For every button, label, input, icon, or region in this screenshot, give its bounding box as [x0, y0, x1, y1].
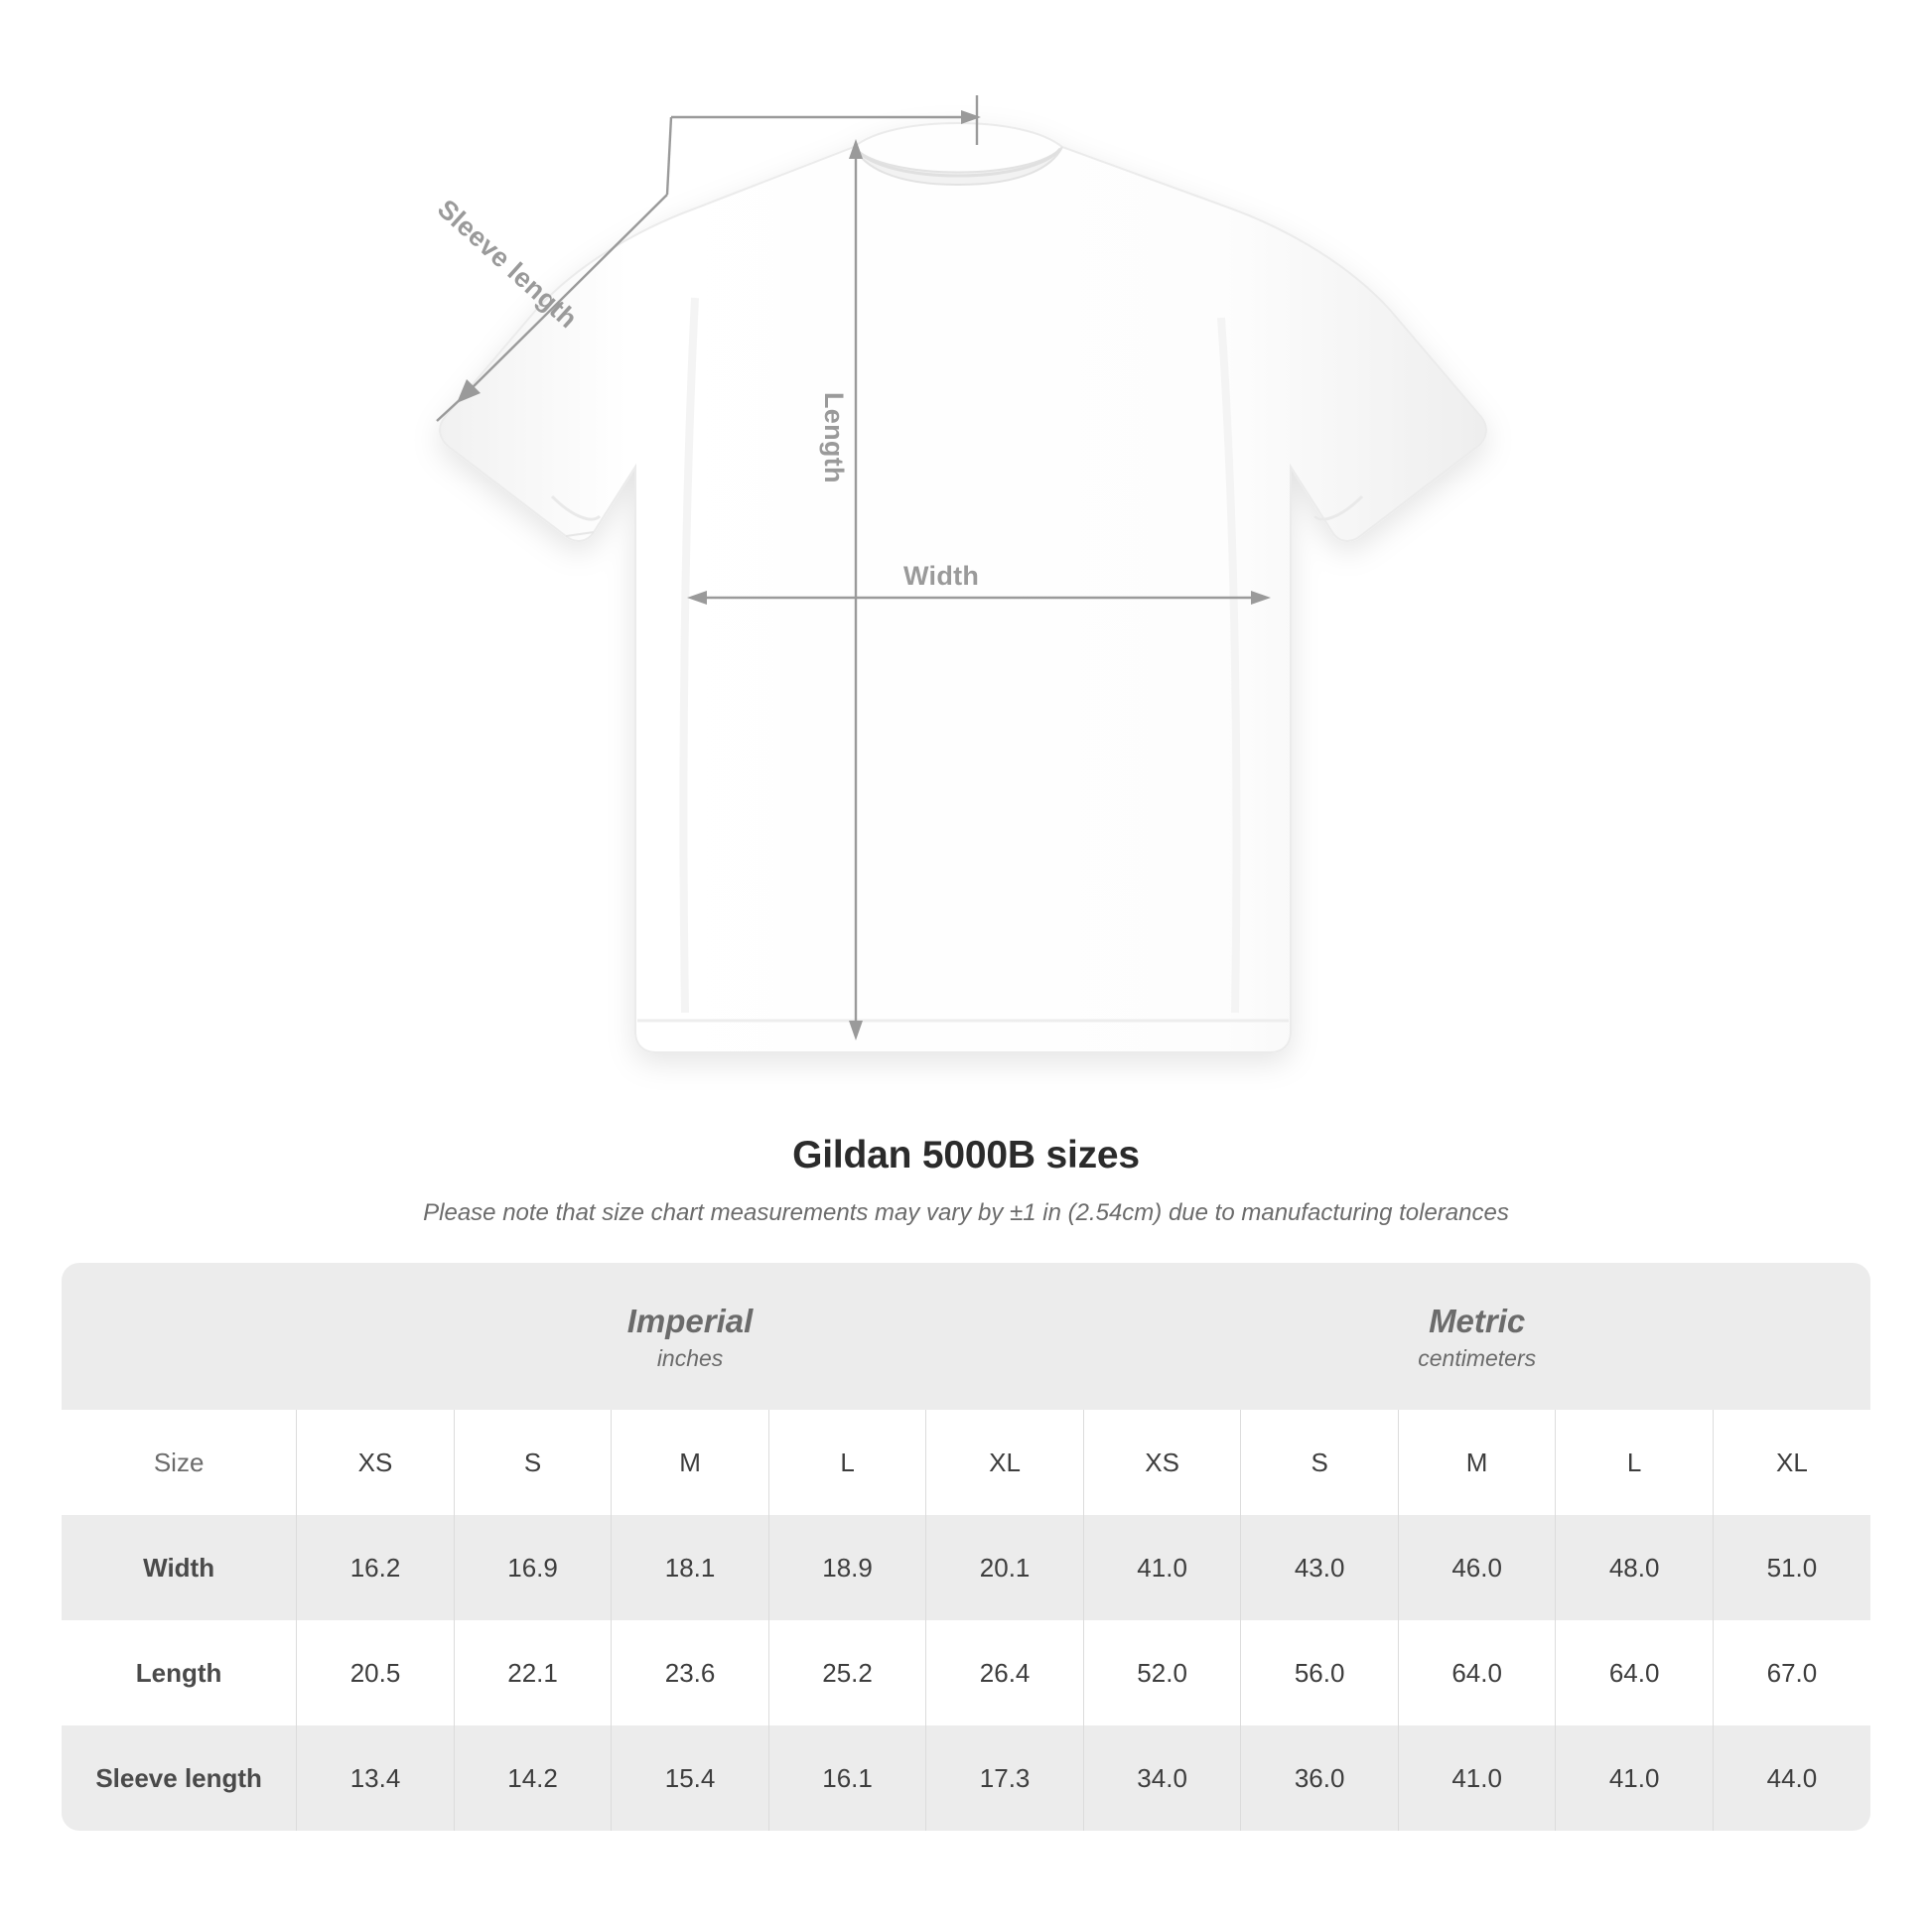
length-imperial-xl: 26.4 — [926, 1620, 1084, 1725]
length-imperial-m: 23.6 — [612, 1620, 769, 1725]
header-imperial-m: M — [612, 1410, 769, 1515]
metric-unit: centimeters — [1418, 1345, 1537, 1372]
length-metric-l: 64.0 — [1556, 1620, 1714, 1725]
length-metric-s: 56.0 — [1241, 1620, 1399, 1725]
length-imperial-xs: 20.5 — [297, 1620, 455, 1725]
unit-system-metric — [1083, 1263, 1870, 1410]
table-row — [62, 1620, 1870, 1725]
length-imperial-l: 25.2 — [768, 1620, 926, 1725]
sleeve-imperial-l: 16.1 — [768, 1725, 926, 1831]
header-metric-xs: XS — [1083, 1410, 1241, 1515]
sleeve-imperial-m: 15.4 — [612, 1725, 769, 1831]
header-metric-l: L — [1556, 1410, 1714, 1515]
imperial-label: Imperial — [626, 1302, 754, 1339]
length-dimension-label: Length — [819, 392, 849, 483]
size-header-row — [62, 1410, 1870, 1515]
width-metric-xs: 41.0 — [1083, 1515, 1241, 1620]
width-metric-m: 46.0 — [1398, 1515, 1556, 1620]
width-imperial-l: 18.9 — [768, 1515, 926, 1620]
length-metric-m: 64.0 — [1398, 1620, 1556, 1725]
header-size: Size — [62, 1410, 297, 1515]
unit-system-row — [62, 1263, 1870, 1410]
sleeve-metric-l: 41.0 — [1556, 1725, 1714, 1831]
sleeve-metric-xl: 44.0 — [1713, 1725, 1870, 1831]
sleeve-imperial-s: 14.2 — [454, 1725, 612, 1831]
page-title: Gildan 5000B sizes — [792, 1134, 1140, 1176]
size-table — [62, 1263, 1870, 1831]
width-imperial-s: 16.9 — [454, 1515, 612, 1620]
width-imperial-m: 18.1 — [612, 1515, 769, 1620]
sleeve-metric-s: 36.0 — [1241, 1725, 1399, 1831]
sleeve-length-dimension-label: Sleeve length — [431, 194, 584, 335]
header-imperial-xs: XS — [297, 1410, 455, 1515]
width-metric-xl: 51.0 — [1713, 1515, 1870, 1620]
size-table-container — [62, 1263, 1870, 1831]
length-imperial-s: 22.1 — [454, 1620, 612, 1725]
sleeve-metric-xs: 34.0 — [1083, 1725, 1241, 1831]
header-imperial-l: L — [768, 1410, 926, 1515]
table-row — [62, 1515, 1870, 1620]
row-label-sleeve-length: Sleeve length — [62, 1725, 297, 1831]
header-metric-xl: XL — [1713, 1410, 1870, 1515]
header-imperial-xl: XL — [926, 1410, 1084, 1515]
unit-system-imperial — [297, 1263, 1084, 1410]
width-dimension-label: Width — [903, 561, 980, 591]
sleeve-imperial-xl: 17.3 — [926, 1725, 1084, 1831]
header-imperial-s: S — [454, 1410, 612, 1515]
metric-label: Metric — [1429, 1302, 1526, 1339]
width-metric-s: 43.0 — [1241, 1515, 1399, 1620]
row-label-width: Width — [62, 1515, 297, 1620]
row-label-length: Length — [62, 1620, 297, 1725]
length-metric-xs: 52.0 — [1083, 1620, 1241, 1725]
table-row — [62, 1725, 1870, 1831]
header-metric-m: M — [1398, 1410, 1556, 1515]
width-metric-l: 48.0 — [1556, 1515, 1714, 1620]
width-imperial-xs: 16.2 — [297, 1515, 455, 1620]
sleeve-imperial-xs: 13.4 — [297, 1725, 455, 1831]
header-metric-s: S — [1241, 1410, 1399, 1515]
tolerance-note: Please note that size chart measurements may vary by ±1 in (2.54cm) due to manufacturing tolerances — [423, 1199, 1509, 1226]
title-block — [0, 1134, 1932, 1227]
unit-system-spacer — [62, 1263, 297, 1410]
sleeve-metric-m: 41.0 — [1398, 1725, 1556, 1831]
width-imperial-xl: 20.1 — [926, 1515, 1084, 1620]
length-metric-xl: 67.0 — [1713, 1620, 1870, 1725]
imperial-unit: inches — [656, 1345, 724, 1372]
